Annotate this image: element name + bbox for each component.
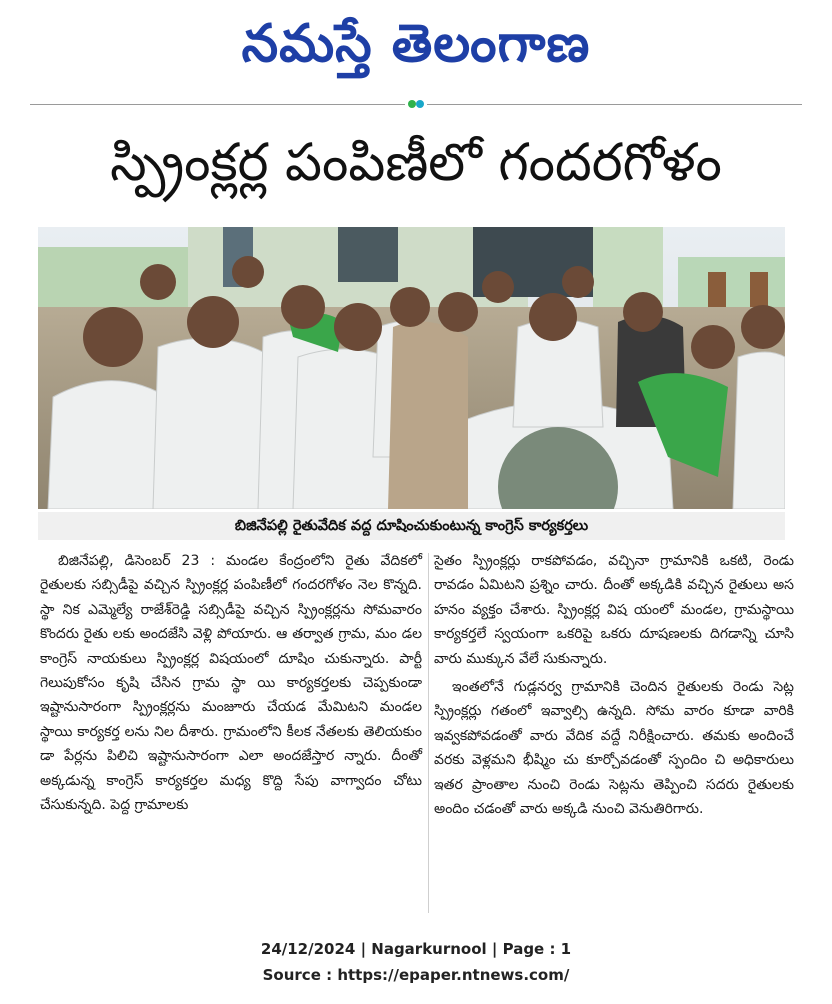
source-url: Source : https://epaper.ntnews.com/ xyxy=(262,966,570,984)
article-paragraph: ఇంతలోనే గుడ్లనర్వ గ్రామానికి చెందిన రైతులకు రెండు సెట్ల స్ప్రింక్లర్లు గతంలో ఇవ్వాల్సి ఉన్నది. సోమ వారం కూడా వారికి ఇవ్వకపోవడంతో వారు వేదిక వద్దే నిరీక్షించారు. తమకు అందించే వరకు వెళ్లమని భీష్మిం చు కూర్చోవడంతో స్పందిం చి అధికారులు ఇతర ప్రాంతాల నుంచి రెండు సెట్లను తెప్పించి సదరు రైతులకు అందిం చడంతో వారు అక్కడి నుంచి వెనుతిరిగారు. xyxy=(434,679,794,818)
page-footer xyxy=(0,936,832,988)
edition-info: 24/12/2024 | Nagarkurnool | Page : 1 xyxy=(260,940,572,958)
article-headline: స్ప్రింక్లర్ల పంపిణీలో గందరగోళం xyxy=(110,133,722,193)
news-photo xyxy=(38,227,785,509)
masthead xyxy=(0,0,832,92)
column-divider xyxy=(428,553,429,913)
photo-caption: బిజినేపల్లి రైతువేదిక వద్ద దూషించుకుంటున్న కాంగ్రెస్ కార్యకర్తలు xyxy=(38,512,785,540)
article-column-left xyxy=(40,549,422,817)
article-column-right xyxy=(434,549,794,821)
newspaper-title: నమస్తే తెలంగాణ xyxy=(241,14,591,74)
article-paragraph: సైతం స్ప్రింక్లర్లు రాకపోవడం, వచ్చినా గ్రామానికి ఒకటి, రెండు రావడం ఏమిటని ప్రశ్నిం చారు. దీంతో అక్కడికి వచ్చిన రైతులు అస హనం వ్యక్తం చేశారు. స్ప్రింక్లర్ల విష యంలో మండల, గ్రామస్థాయి కార్యకర్తలే స్వయంగా ఒకరిపై ఒకరు దూషణలకు దిగడాన్ని చూసి వారు ముక్కున వేలే సుకున్నారు. xyxy=(434,553,794,667)
article-paragraph: బిజినేపల్లి, డిసెంబర్ 23 : మండల కేంద్రంలోని రైతు వేదికలో రైతులకు సబ్సిడీపై వచ్చిన స్ప్రింక్లర్ల పంపిణీలో గందరగోళం నెల కొన్నది. స్థా నిక ఎమ్మెల్యే రాజేశ్‌రెడ్డి సబ్సిడీపై వచ్చిన స్ప్రింక్లర్లను సోమవారం కొందరు రైతు లకు అందజేసి వెళ్లి పోయారు. ఆ తర్వాత గ్రామ, మం డల కాంగ్రెస్ నాయకులు స్ప్రింక్లర్ల విషయంలో దూషిం చుకున్నారు. పార్టీ గెలుపుకోసం కృషి చేసిన గ్రామ స్థా యి కార్యకర్తలకు చెప్పకుండా ఇష్టానుసారంగా స్ప్రింక్లర్లను మంజూరు చేయడ మేమిటని మండల స్థాయి కార్యకర్త లను నిల దీశారు. గ్రామంలోని కీలక నేతలకు తెలియకుం డా పేర్లను పిలిచి ఇష్టానుసారంగా ఎలా అందజేస్తార న్నారు. దీంతో అక్కడున్న కాంగ్రెస్ కార్యకర్తల మధ్య కొద్ది సేపు వాగ్వాదం చోటు చేసుకున్నది. పెద్ద గ్రామాలకు xyxy=(40,553,422,814)
paper-logo-icon xyxy=(405,98,427,110)
